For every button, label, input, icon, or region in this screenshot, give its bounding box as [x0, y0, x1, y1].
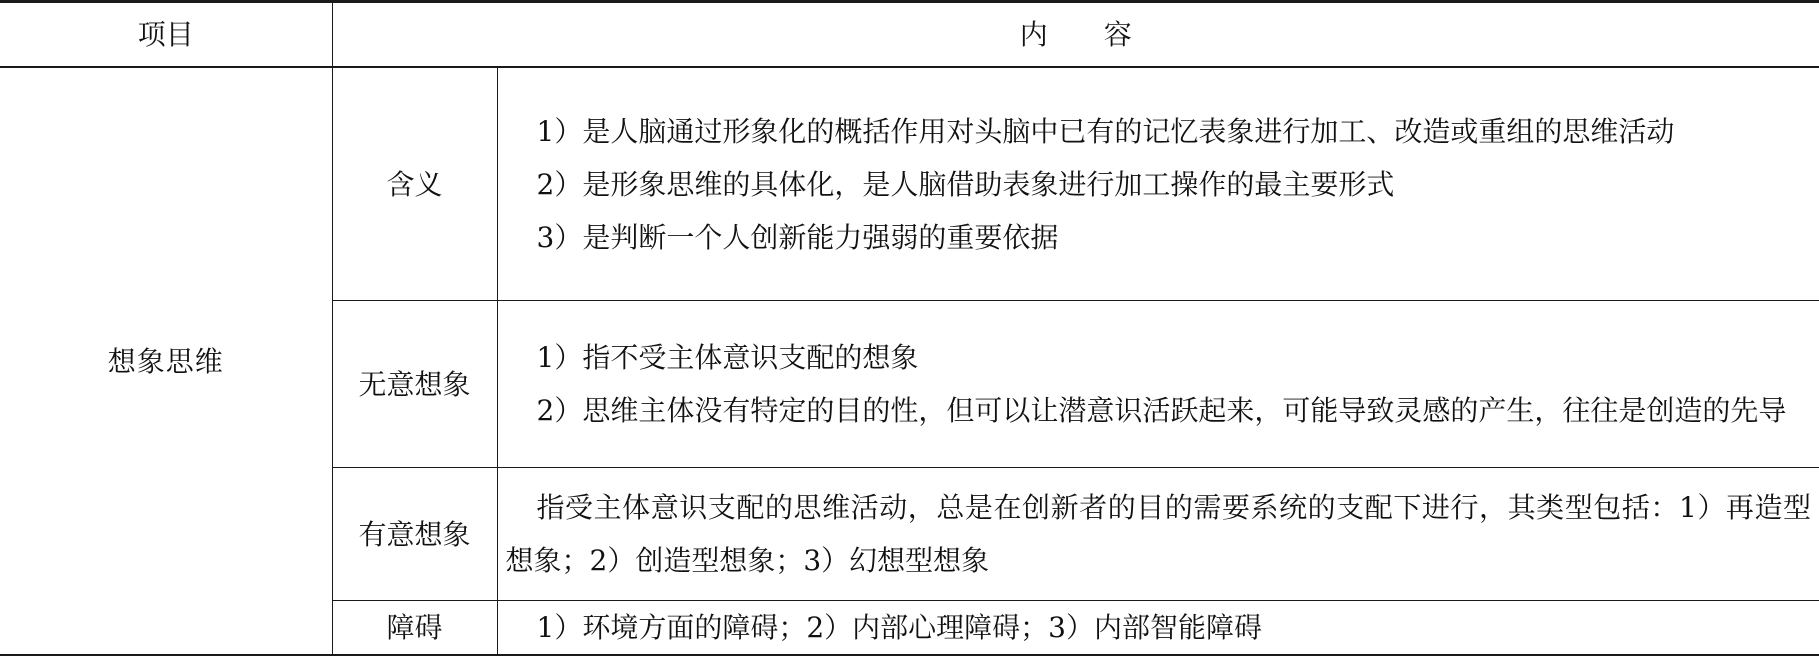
header-item-label: 项目	[137, 18, 194, 51]
main-item-label: 想象思维	[107, 344, 224, 378]
content-line: 2）是形象思维的具体化，是人脑借助表象进行加工操作的最主要形式	[536, 167, 1395, 201]
sub-item-cell	[332, 601, 497, 656]
content-line: 1）指不受主体意识支配的想象	[536, 341, 919, 374]
sub-item-label: 含义	[386, 167, 443, 201]
content-line: 1）环境方面的障碍；2）内部心理障碍；3）内部智能障碍	[536, 611, 1262, 644]
header-item-cell	[0, 2, 332, 68]
content-cell	[497, 468, 1819, 601]
sub-item-cell	[332, 67, 497, 301]
table-row	[0, 67, 1819, 301]
content-line: 3）是判断一个人创新能力强弱的重要依据	[536, 220, 1059, 254]
content-line: 指受主体意识支配的思维活动，总是在创新者的目的需要系统的支配下进行，其类型包括：1）再造型想象；2）创造型想象；3）幻想型想象	[505, 491, 1812, 577]
header-content-cell	[332, 2, 1819, 68]
sub-item-label: 有意想象	[358, 517, 471, 551]
sub-item-cell	[332, 301, 497, 468]
sub-item-label: 障碍	[386, 611, 443, 644]
header-content-label: 内 容	[1019, 18, 1132, 51]
content-line: 2）思维主体没有特定的目的性，但可以让潜意识活跃起来，可能导致灵感的产生，往往是创造的先导	[536, 394, 1787, 427]
sub-item-label: 无意想象	[358, 367, 471, 401]
content-cell	[497, 67, 1819, 301]
content-line: 1）是人脑通过形象化的概括作用对头脑中已有的记忆表象进行加工、改造或重组的思维活动	[536, 114, 1675, 148]
content-cell	[497, 601, 1819, 656]
sub-item-cell	[332, 468, 497, 601]
content-cell	[497, 301, 1819, 468]
table-header-row	[0, 2, 1819, 68]
main-item-cell	[0, 67, 332, 655]
